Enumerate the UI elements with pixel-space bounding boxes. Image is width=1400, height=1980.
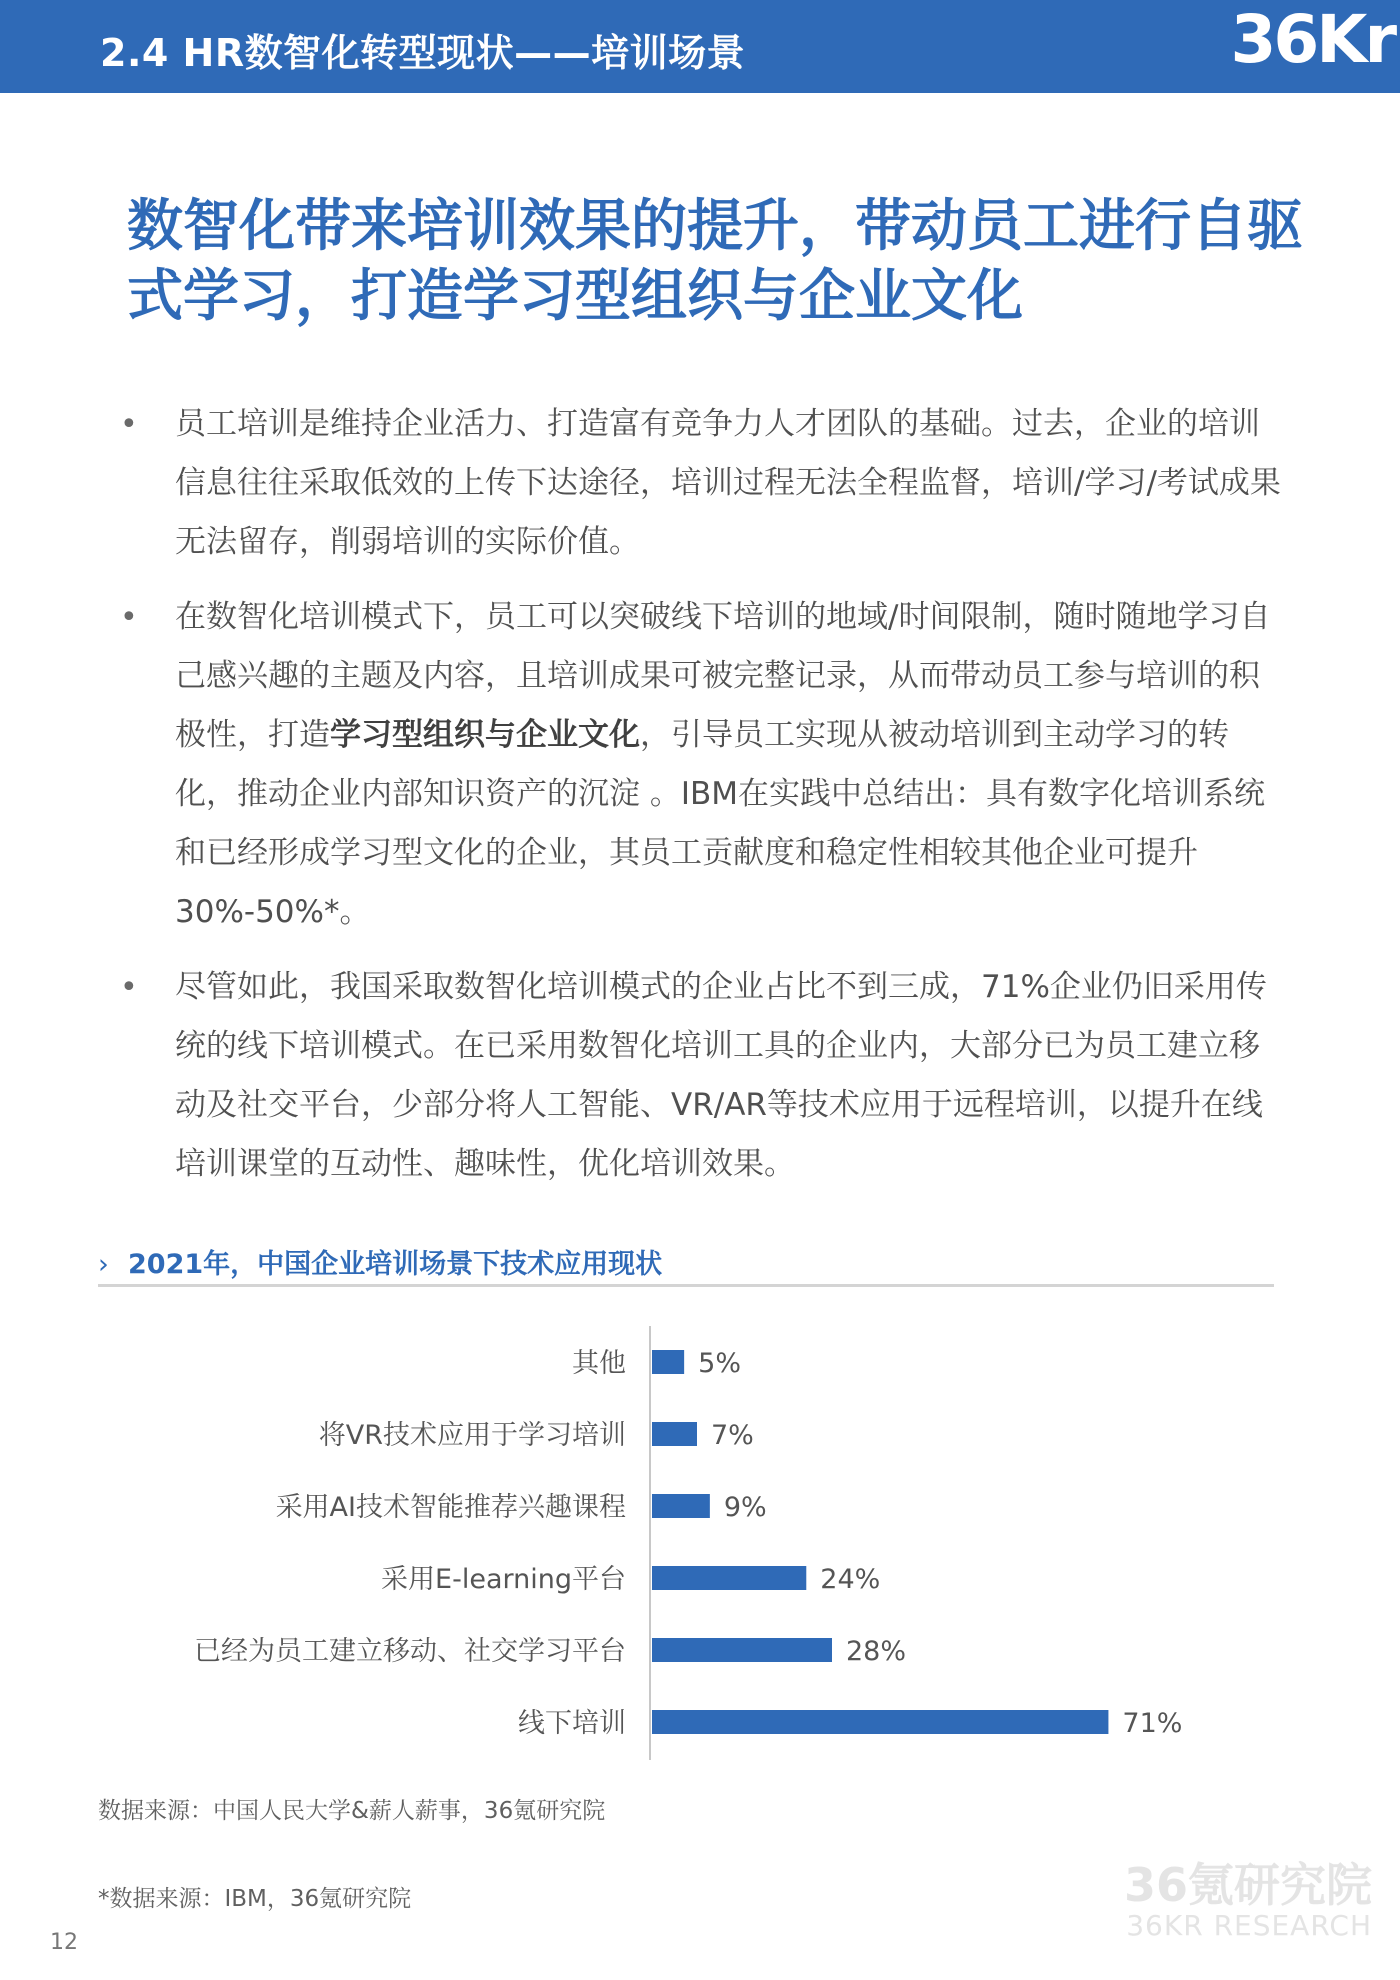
bullet-text-after: ，引导员工实现从被动培训到主动学习的转化，推动企业内部知识资产的沉淀 。IBM在实践中总结出：具有数字化培训系统和已经形成学习型文化的企业，其员工贡献度和稳定性相较其他企业可提升30%-50%*。 (175, 717, 1266, 930)
category-label: 将VR技术应用于学习培训 (318, 1420, 626, 1451)
bullet-text: 员工培训是维持企业活力、打造富有竞争力人才团队的基础。过去，企业的培训信息往往采取低效的上传下达途径，培训过程无法全程监督，培训/学习/考试成果无法留存，削弱培训的实际价值。 (175, 406, 1281, 560)
bullet-text: 尽管如此，我国采取数智化培训模式的企业占比不到三成，71%企业仍旧采用传统的线下培训模式。在已采用数智化培训工具的企业内，大部分已为员工建立移动及社交平台，少部分将人工智能、VR/AR等技术应用于远程培训，以提升在线培训课堂的互动性、趣味性，优化培训效果。 (175, 969, 1267, 1182)
value-label: 71% (1122, 1708, 1183, 1739)
chevron-right-icon: › (98, 1249, 109, 1280)
watermark-line-2: 36KR RESEARCH (1126, 1909, 1372, 1942)
bar (652, 1494, 710, 1518)
category-label: 其他 (572, 1348, 626, 1379)
watermark (1123, 1858, 1372, 1942)
category-label: 线下培训 (518, 1708, 626, 1739)
value-label: 24% (820, 1564, 881, 1595)
bar (652, 1710, 1108, 1734)
bar (652, 1566, 806, 1590)
page-header (0, 0, 1400, 93)
bullet-list (120, 395, 1290, 1210)
bullet-item-2 (120, 588, 1290, 942)
bar (652, 1638, 832, 1662)
bullet-text: 在数智化培训模式下，员工可以突破线下培训的地域/时间限制，随时随地学习自己感兴趣的主题及内容，且培训成果可被完整记录，从而带动员工参与培训的积极性，打造 (175, 599, 1271, 753)
section-divider (98, 1284, 1274, 1287)
chart-section-title (98, 1242, 1274, 1281)
value-label: 7% (711, 1420, 754, 1451)
bullet-dot-icon: • (120, 600, 138, 635)
bullet-dot-icon: • (120, 407, 138, 442)
chart-title-text: 2021年，中国企业培训场景下技术应用现状 (128, 1249, 663, 1280)
value-label: 5% (698, 1348, 741, 1379)
data-source-ibm: *数据来源：IBM，36氪研究院 (98, 1886, 412, 1912)
bar (652, 1422, 697, 1446)
main-title: 数智化带来培训效果的提升，带动员工进行自驱式学习，打造学习型组织与企业文化 (127, 194, 1303, 329)
category-label: 采用E-learning平台 (381, 1564, 626, 1595)
bullet-item-1 (120, 395, 1290, 572)
category-label: 已经为员工建立移动、社交学习平台 (194, 1636, 626, 1667)
page-number: 12 (50, 1930, 78, 1955)
bullet-bold-text: 学习型组织与企业文化 (330, 717, 640, 753)
bullet-item-3 (120, 958, 1290, 1194)
data-source: 数据来源：中国人民大学&薪人薪事，36氪研究院 (98, 1798, 606, 1824)
brand-logo: 36Kr (1230, 1, 1394, 78)
value-label: 28% (846, 1636, 907, 1667)
value-label: 9% (723, 1492, 767, 1523)
header-title: 2.4 HR数智化转型现状——培训场景 (100, 31, 746, 75)
category-label: 采用AI技术智能推荐兴趣课程 (275, 1492, 626, 1523)
bar (652, 1350, 684, 1374)
watermark-line-1: 36氪研究院 (1123, 1858, 1372, 1912)
bar-chart (0, 1320, 1400, 1760)
bullet-dot-icon: • (120, 970, 138, 1005)
